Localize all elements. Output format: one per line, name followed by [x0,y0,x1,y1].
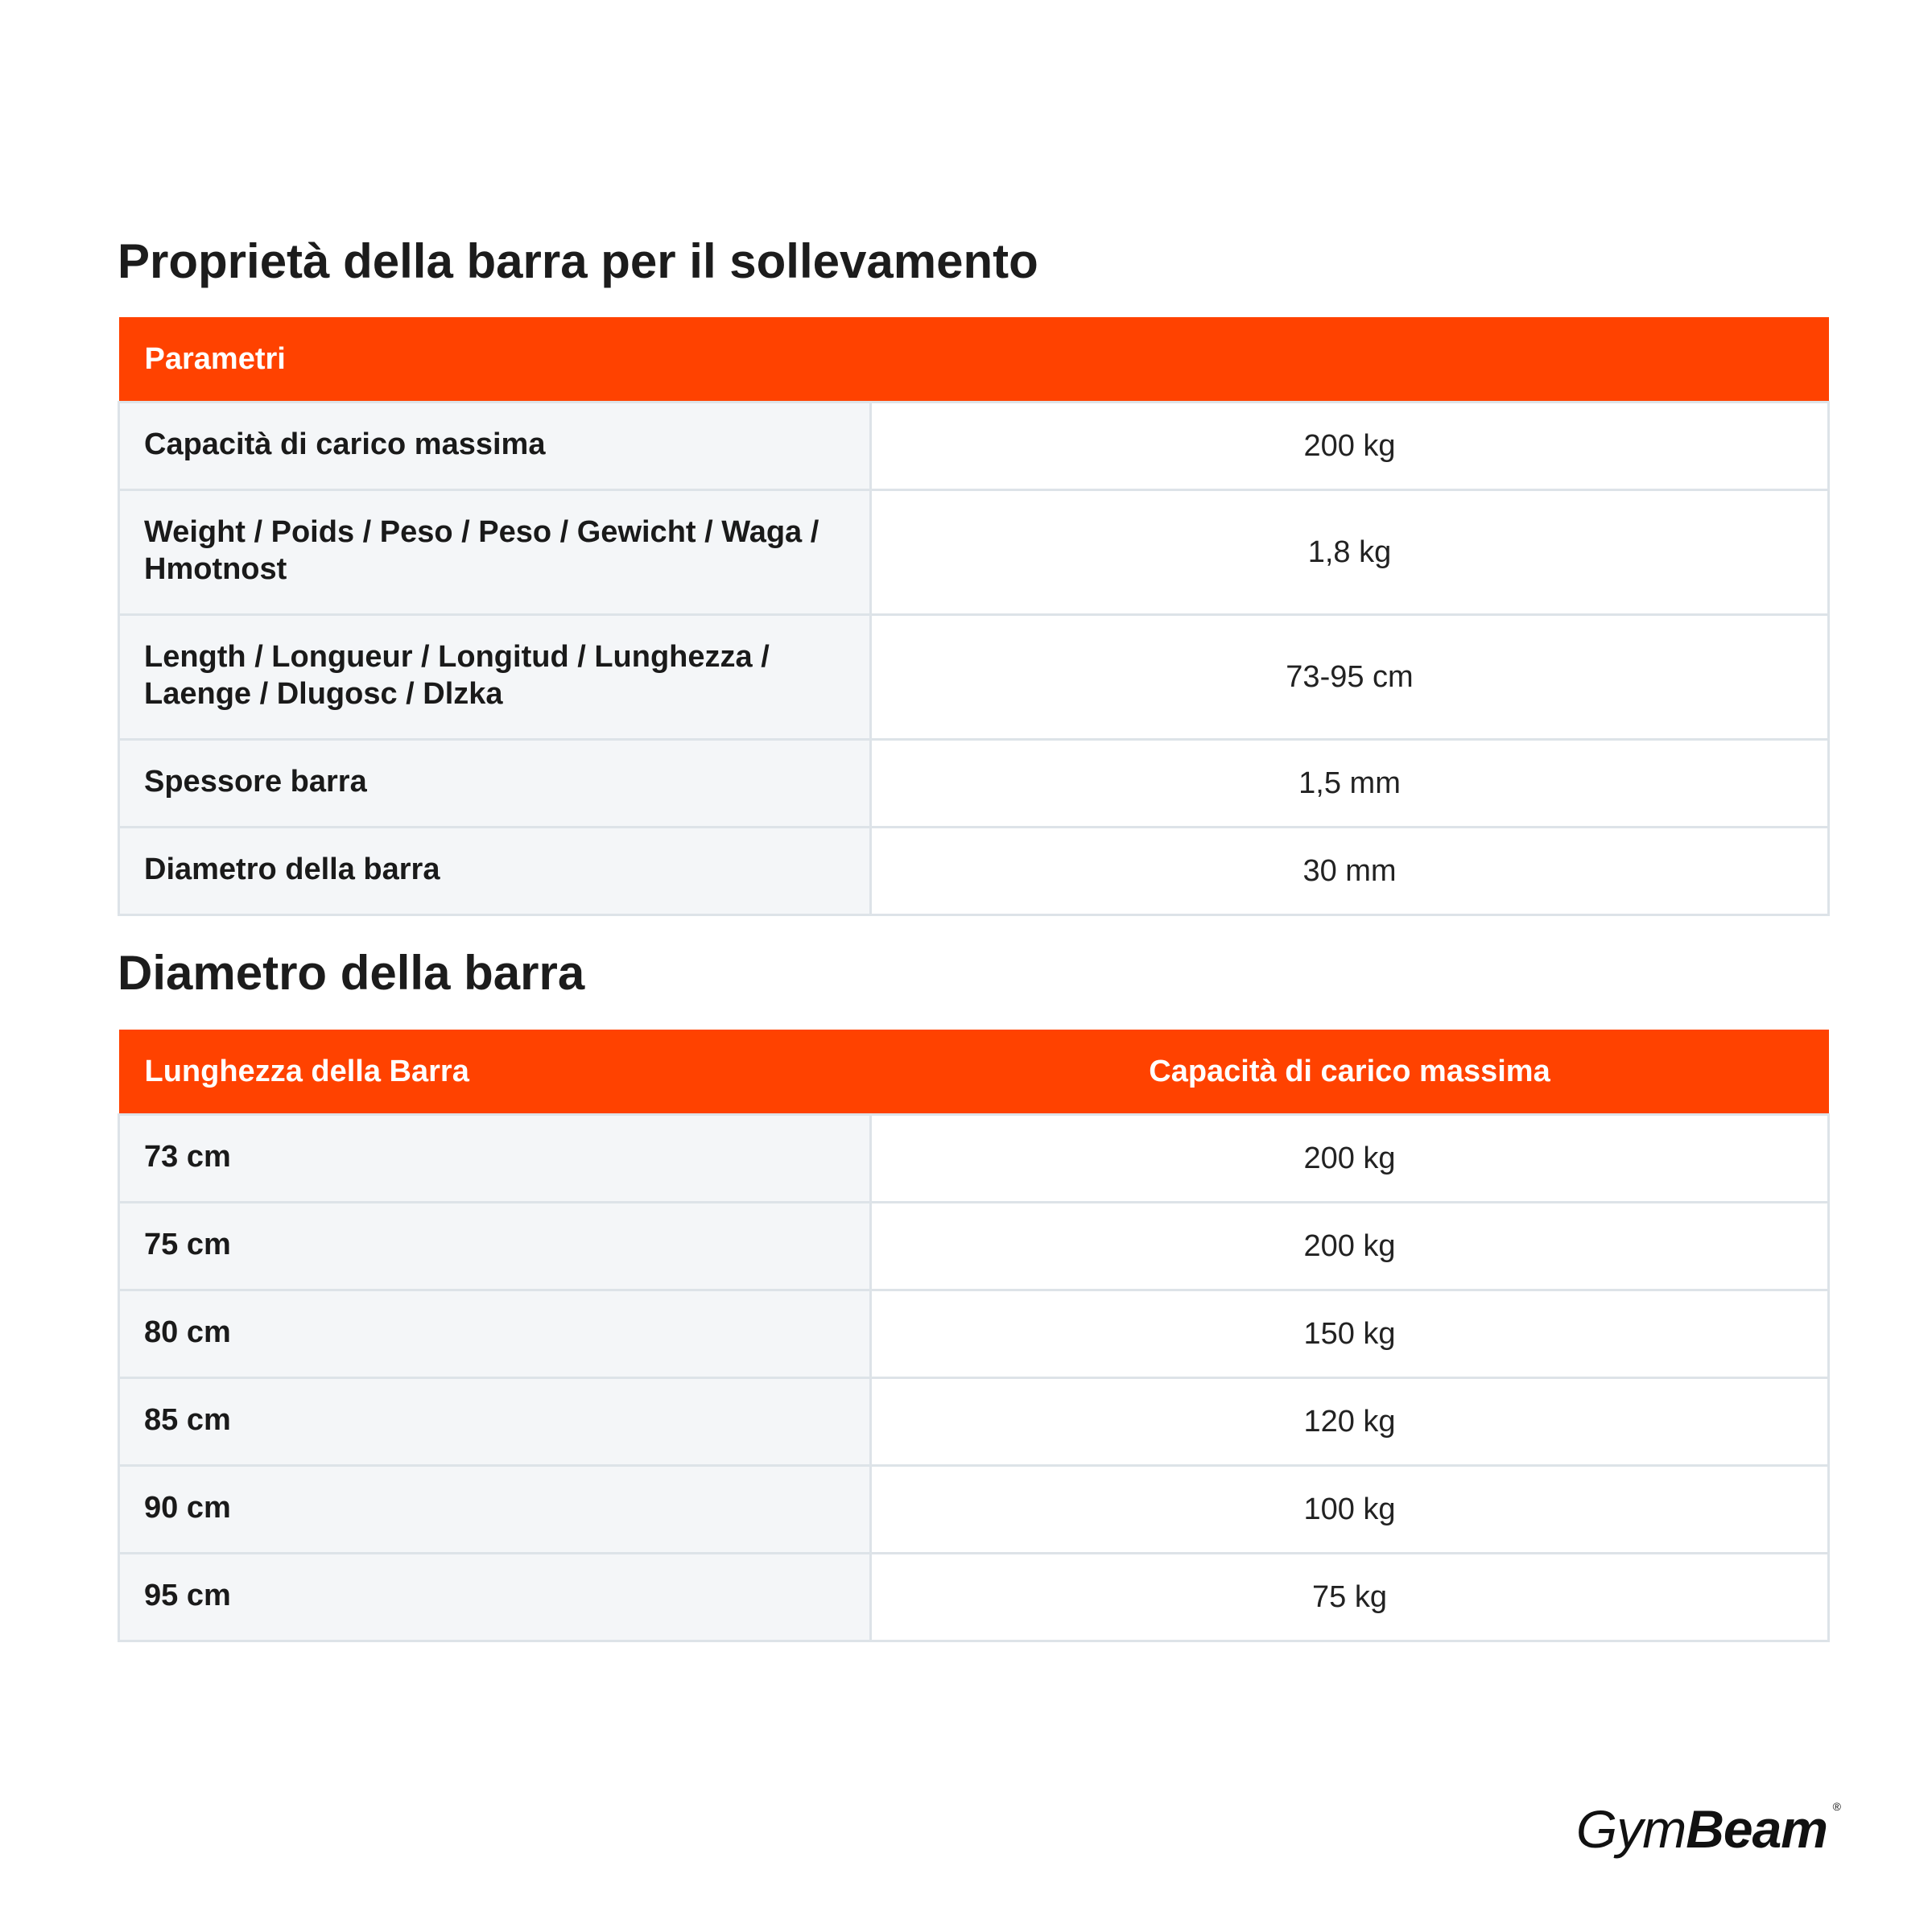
row-label: Capacità di carico massima [119,402,871,490]
row-capacity: 150 kg [871,1290,1829,1378]
table-row [119,740,1829,828]
row-label: Weight / Poids / Peso / Peso / Gewicht / Waga / Hmotnost [119,490,871,615]
row-value: 1,5 mm [871,740,1829,828]
table-row [119,1554,1829,1641]
row-value: 1,8 kg [871,490,1829,615]
section-title-bar-diameter: Diametro della barra [118,946,585,1000]
table-row [119,615,1829,740]
row-label: Diametro della barra [119,828,871,915]
header-max-capacity: Capacità di carico massima [871,1030,1829,1115]
row-capacity: 100 kg [871,1466,1829,1554]
table-row [119,1378,1829,1466]
row-value: 200 kg [871,402,1829,490]
gymbeam-logo [1575,1798,1840,1860]
table-header-row [119,317,1829,402]
table-row [119,1466,1829,1554]
header-bar-length: Lunghezza della Barra [119,1030,871,1115]
row-capacity: 120 kg [871,1378,1829,1466]
table-row [119,828,1829,915]
table-row [119,1115,1829,1203]
bar-capacity-table [118,1030,1830,1642]
row-capacity: 75 kg [871,1554,1829,1641]
row-capacity: 200 kg [871,1115,1829,1203]
row-length: 90 cm [119,1466,871,1554]
table-header-row [119,1030,1829,1115]
row-value: 73-95 cm [871,615,1829,740]
row-capacity: 200 kg [871,1203,1829,1290]
row-length: 85 cm [119,1378,871,1466]
row-label: Spessore barra [119,740,871,828]
header-parametri: Parametri [119,317,1829,402]
row-length: 73 cm [119,1115,871,1203]
row-value: 30 mm [871,828,1829,915]
logo-text-gym: Gym [1575,1799,1686,1859]
bar-properties-table [118,317,1830,916]
row-length: 75 cm [119,1203,871,1290]
row-label: Length / Longueur / Longitud / Lunghezza / Laenge / Dlugosc / Dlzka [119,615,871,740]
table-row [119,402,1829,490]
row-length: 95 cm [119,1554,871,1641]
table-row [119,1203,1829,1290]
registered-mark: ® [1832,1800,1840,1813]
logo-text-beam: Beam [1686,1799,1827,1859]
table-row [119,490,1829,615]
table-row [119,1290,1829,1378]
row-length: 80 cm [119,1290,871,1378]
section-title-bar-properties: Proprietà della barra per il sollevamento [118,234,1038,288]
